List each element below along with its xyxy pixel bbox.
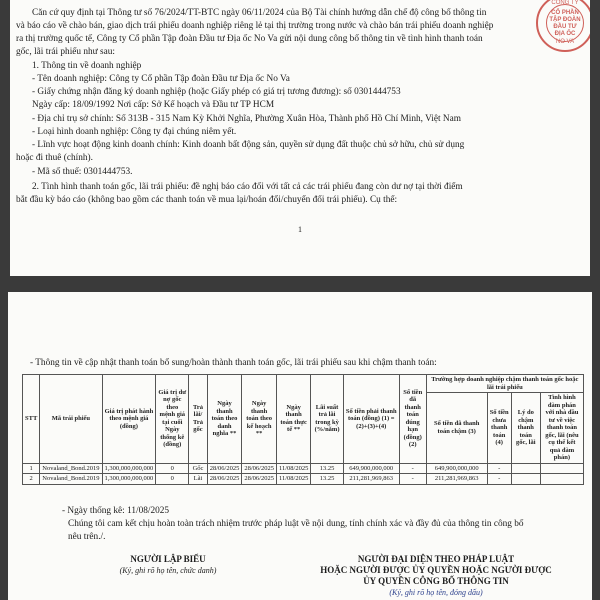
cell-unpaid: -	[487, 474, 511, 485]
cell-code: Novaland_Bond.2019	[40, 463, 102, 474]
cell-date-nominal: 28/06/2025	[207, 474, 242, 485]
company-stamp	[536, 0, 590, 52]
col-header: STT	[23, 375, 40, 464]
cell-date-plan: 28/06/2025	[242, 474, 277, 485]
col-header: Giá trị phát hành theo mệnh giá (đồng)	[102, 375, 156, 464]
stamp-text-5: ĐỊA ỐC	[554, 31, 576, 37]
body-line: - Tên doanh nghiệp: Công ty Cổ phần Tập đoàn Đầu tư Địa ốc No Va	[32, 74, 290, 84]
representative-title-1: NGƯỜI ĐẠI DIỆN THEO PHÁP LUẬT	[357, 554, 515, 564]
cell-type: Lãi	[189, 474, 207, 485]
col-header: Ngày thanh toán theo danh nghĩa **	[207, 375, 242, 464]
cell-paid-on-time: -	[399, 474, 426, 485]
col-header: Ngày thanh toán theo kế hoạch **	[242, 375, 277, 464]
col-header: Số tiền phải thanh toán (đồng) (1) = (2)+(3)+(4)	[343, 375, 399, 464]
stamp-text-2: CỔ PHẦN	[551, 10, 579, 16]
cell-code: Novaland_Bond.2019	[40, 474, 102, 485]
section-heading: 1. Thông tin về doanh nghiệp	[32, 61, 142, 71]
cell-reason	[511, 474, 540, 485]
col-header: Trả lãi/ Trả gốc	[189, 375, 207, 464]
col-header: Số tiền chưa thanh toán (4)	[487, 393, 511, 464]
cell-amount-due: 649,900,000,000	[343, 463, 399, 474]
cell-rate: 13.25	[311, 463, 343, 474]
body-line: gốc, lãi trái phiếu như sau:	[16, 47, 116, 57]
col-header: Tình hình đàm phán với nhà đầu tư về việc thanh toán gốc, lãi (nêu cụ thể kết quả đàm phán)	[540, 393, 583, 464]
cell-reason	[511, 463, 540, 474]
preparer-signature-block	[88, 554, 248, 576]
cell-paid-on-time: -	[399, 463, 426, 474]
body-line: hoặc đi thuê (chính).	[16, 153, 93, 163]
cell-type: Gốc	[189, 463, 207, 474]
representative-note: (Ký, ghi rõ họ tên, đóng dấu)	[389, 588, 483, 597]
cell-date-actual: 11/08/2025	[276, 463, 310, 474]
cell-amount-due: 211,281,969,863	[343, 474, 399, 485]
section-heading: - Thông tin về cập nhật thanh toán bổ sung/hoàn thành thanh toán gốc, lãi trái phiếu sau khi chậm thanh toán:	[30, 358, 437, 368]
cell-outstanding: 0	[156, 474, 189, 485]
stamp-text-3: TẬP ĐOÀN	[549, 17, 581, 23]
col-header: Số tiền đã thanh toán chậm (3)	[426, 393, 487, 464]
cell-stt: 1	[23, 463, 40, 474]
representative-signature-block	[304, 554, 568, 598]
cell-negotiation	[540, 463, 583, 474]
body-line: - Lĩnh vực hoạt động kinh doanh chính: Kinh doanh bất động sản, quyền sử dụng đất thuộc chủ sở hữu, chủ sử dụng	[32, 140, 465, 150]
cell-paid-late: 649,900,000,000	[426, 463, 487, 474]
preparer-title: NGƯỜI LẬP BIỂU	[130, 554, 206, 564]
document-page-1	[10, 0, 590, 276]
table-row	[23, 474, 584, 485]
body-line: ra thị trường quốc tế, Công ty Cổ phần Tập đoàn Đầu tư Địa ốc No Va gửi nội dung công bố thông tin về tình hình thanh toán	[16, 34, 483, 44]
document-page-2	[8, 292, 592, 600]
body-line: - Địa chỉ trụ sở chính: Số 313B - 315 Nam Kỳ Khởi Nghĩa, Phường Xuân Hòa, Thành phố Hồ Chí Minh, Việt Nam	[32, 114, 461, 124]
cell-date-plan: 28/06/2025	[242, 463, 277, 474]
cell-negotiation	[540, 474, 583, 485]
body-line: - Mã số thuế: 0301444753.	[32, 167, 133, 177]
bond-payment-table	[22, 374, 584, 485]
cell-date-actual: 11/08/2025	[276, 474, 310, 485]
stamp-text-6: NO VA	[555, 39, 575, 45]
cell-issue-value: 1,300,000,000,000	[102, 474, 156, 485]
cell-date-nominal: 28/06/2025	[207, 463, 242, 474]
body-line: bắt đầu kỳ báo cáo (không bao gồm các thanh toán về mua lại/hoán đổi/chuyển đổi trái phiếu). Cụ thể:	[16, 195, 398, 205]
page-number: 1	[298, 225, 302, 234]
col-header: Lý do chậm thanh toán gốc, lãi	[511, 393, 540, 464]
preparer-note: (Ký, ghi rõ họ tên, chức danh)	[119, 566, 217, 575]
body-line: Ngày cấp: 18/09/1992 Nơi cấp: Sở Kế hoạch và Đầu tư TP HCM	[32, 100, 275, 110]
cell-paid-late: 211,281,969,863	[426, 474, 487, 485]
stamp-text-1: CÔNG TY	[551, 0, 579, 6]
cell-stt: 2	[23, 474, 40, 485]
representative-title-3: ỦY QUYỀN CÔNG BỐ THÔNG TIN	[363, 576, 509, 586]
col-header: Số tiền đã thanh toán đúng hạn (đồng) (2)	[399, 375, 426, 464]
commitment-line: Chúng tôi cam kết chịu hoàn toàn trách nhiệm trước pháp luật về nội dung, tính chính xác và đầy đủ của thông tin công bố	[68, 519, 524, 529]
cell-unpaid: -	[487, 463, 511, 474]
statistics-date: - Ngày thống kê: 11/08/2025	[62, 506, 170, 516]
table-row	[23, 463, 584, 474]
stamp-text-4: ĐẦU TƯ	[553, 24, 577, 30]
col-header: Lãi suất trả lãi trong kỳ (%/năm)	[311, 375, 343, 464]
body-line: - Giấy chứng nhận đăng ký doanh nghiệp (hoặc Giấy phép có giá trị tương đương): số 0301444753	[32, 87, 401, 97]
cell-issue-value: 1,300,000,000,000	[102, 463, 156, 474]
col-group-header: Trường hợp doanh nghiệp chậm thanh toán gốc hoặc lãi trái phiếu	[426, 375, 583, 393]
body-line: và báo cáo về chào bán, giao dịch trái phiếu doanh nghiệp riêng lẻ tại thị trường trong nước và chào bán trái phiếu doanh nghiệp	[16, 21, 494, 31]
body-line: - Loại hình doanh nghiệp: Công ty đại chúng niêm yết.	[32, 127, 237, 137]
body-line: Căn cứ quy định tại Thông tư số 76/2024/TT-BTC ngày 06/11/2024 của Bộ Tài chính hướng dẫn chế độ công bố thông tin	[32, 8, 487, 18]
col-header: Mã trái phiếu	[40, 375, 102, 464]
cell-outstanding: 0	[156, 463, 189, 474]
col-header: Giá trị dư nợ gốc theo mệnh giá tại cuối Ngày thống kê (đồng)	[156, 375, 189, 464]
representative-title-2: HOẶC NGƯỜI ĐƯỢC ỦY QUYỀN HOẶC NGƯỜI ĐƯỢC	[320, 565, 552, 575]
col-header: Ngày thanh toán thực tế **	[276, 375, 310, 464]
cell-rate: 13.25	[311, 474, 343, 485]
commitment-line: nêu trên./.	[68, 532, 106, 542]
section-heading: 2. Tình hình thanh toán gốc, lãi trái phiếu: đề nghị báo cáo đối với tất cả các trái phiếu đang còn dư nợ tại thời điểm	[32, 182, 463, 192]
